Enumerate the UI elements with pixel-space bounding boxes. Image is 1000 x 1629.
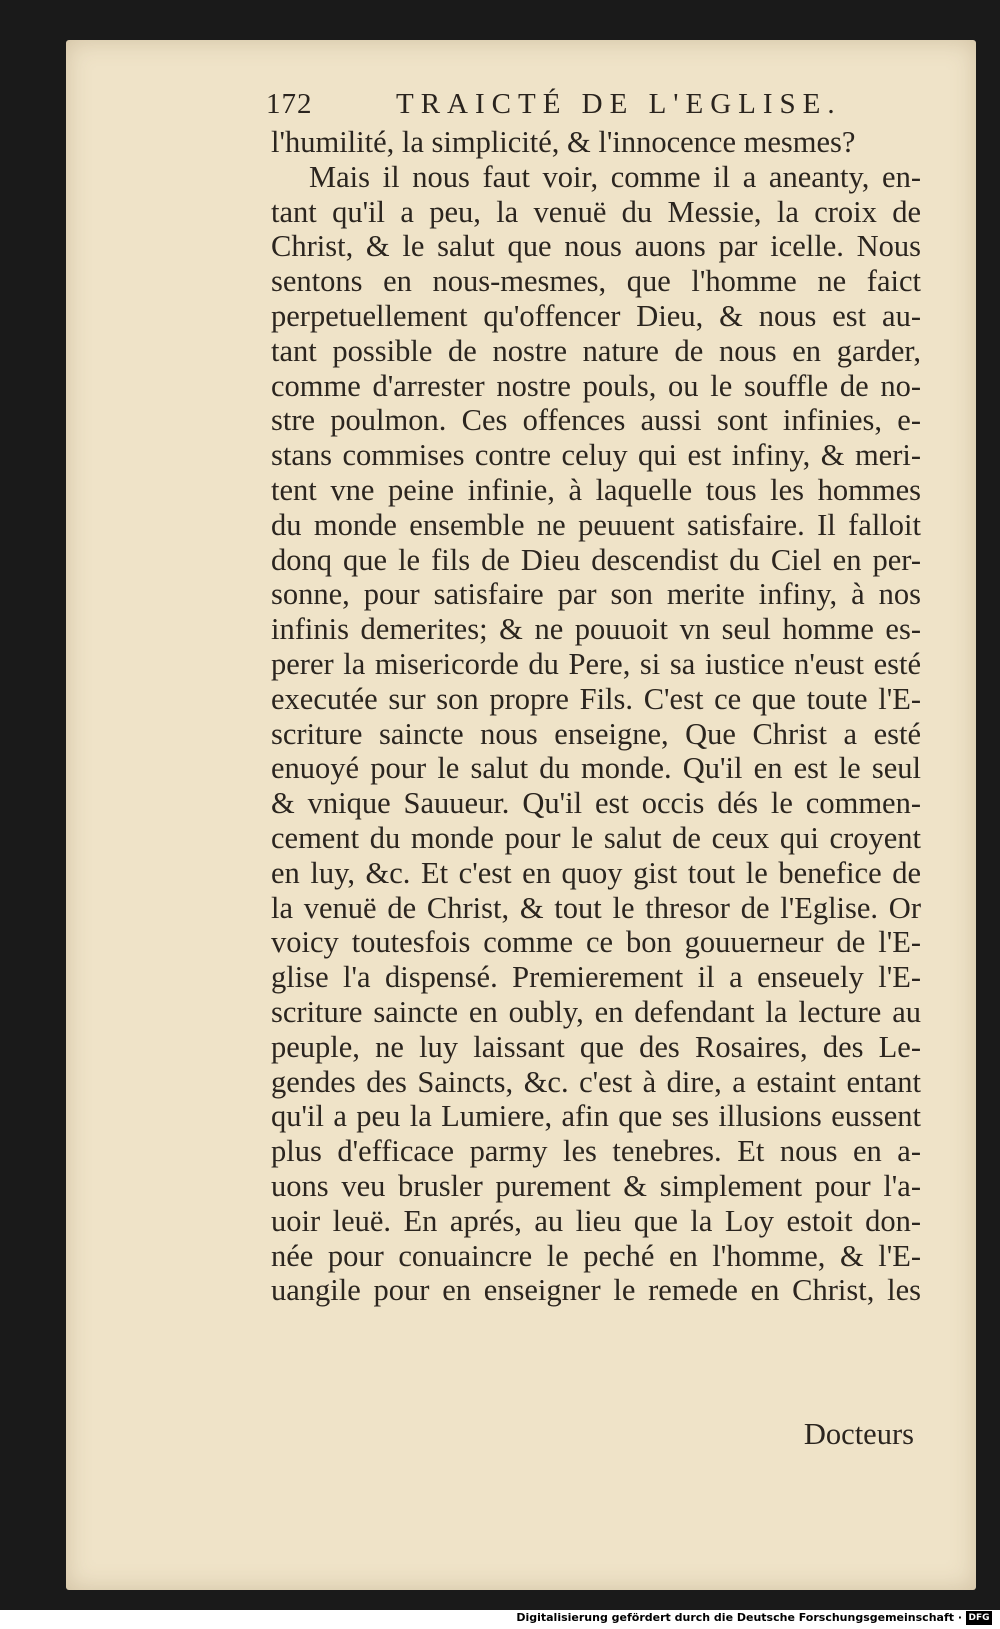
page-header	[266, 88, 926, 122]
footer-credit: Digitalisierung gefördert durch die Deutsche Forschungsgemeinschaft ·	[516, 1611, 962, 1624]
text-line: uangile pour en enseigner le remede en Christ, les	[271, 1273, 921, 1308]
text-line: sonne, pour satisfaire par son merite infiny, à nos	[271, 577, 921, 612]
text-line: & vnique Sauueur. Qu'il est occis dés le commen-	[271, 786, 921, 821]
text-line: donq que le fils de Dieu descendist du Ciel en per-	[271, 542, 921, 577]
running-head: TRAICTÉ DE L'EGLISE.	[396, 88, 842, 120]
text-line: la venuë de Christ, & tout le thresor de l'Eglise. Or	[271, 890, 921, 925]
book-page	[66, 40, 976, 1590]
text-line: stre poulmon. Ces offences aussi sont infinies, e-	[271, 403, 921, 438]
body-text	[271, 125, 921, 1308]
text-line: uoir leuë. En aprés, au lieu que la Loy estoit don-	[271, 1203, 921, 1238]
text-line: tant qu'il a peu, la venuë du Messie, la croix de	[271, 194, 921, 229]
catchword: Docteurs	[803, 1417, 914, 1451]
dfg-logo: DFG	[966, 1611, 992, 1625]
text-line: perer la misericorde du Pere, si sa iustice n'eust esté	[271, 646, 921, 681]
page-number: 172	[266, 88, 313, 120]
text-line: Mais il nous faut voir, comme il a aneanty, en-	[309, 159, 921, 194]
text-line: sentons en nous-mesmes, que l'homme ne faict	[271, 264, 921, 299]
text-line: enuoyé pour le salut du monde. Qu'il en est le seul	[271, 751, 921, 786]
text-line: l'humilité, la simplicité, & l'innocence mesmes?	[271, 125, 856, 159]
text-line: peuple, ne luy laissant que des Rosaires, des Le-	[271, 1029, 921, 1064]
text-line: tant possible de nostre nature de nous en garder,	[271, 333, 921, 368]
text-line: gendes des Saincts, &c. c'est à dire, a estaint entant	[271, 1064, 921, 1099]
text-line: cement du monde pour le salut de ceux qui croyent	[271, 820, 921, 855]
text-line: scriture saincte nous enseigne, Que Christ a esté	[271, 716, 921, 751]
text-line: perpetuellement qu'offencer Dieu, & nous est au-	[271, 298, 921, 333]
text-line: stans commises contre celuy qui est infiny, & meri-	[271, 438, 921, 473]
text-line: scriture saincte en oubly, en defendant la lecture au	[271, 994, 921, 1029]
text-line: Christ, & le salut que nous auons par icelle. Nous	[271, 229, 921, 264]
text-line: du monde ensemble ne peuuent satisfaire. Il falloit	[271, 507, 921, 542]
text-line: plus d'efficace parmy les tenebres. Et nous en a-	[271, 1134, 921, 1169]
text-line: voicy toutesfois comme ce bon gouuerneur de l'E-	[271, 925, 921, 960]
text-line: née pour conuaincre le peché en l'homme, & l'E-	[271, 1238, 921, 1273]
text-line: infinis demerites; & ne pouuoit vn seul homme es-	[271, 612, 921, 647]
text-line: uons veu brusler purement & simplement pour l'a-	[271, 1168, 921, 1203]
text-line: glise l'a dispensé. Premierement il a enseuely l'E-	[271, 960, 921, 995]
text-line: qu'il a peu la Lumiere, afin que ses illusions eussent	[271, 1099, 921, 1134]
text-line: en luy, &c. Et c'est en quoy gist tout le benefice de	[271, 855, 921, 890]
text-line: executée sur son propre Fils. C'est ce que toute l'E-	[271, 681, 921, 716]
page-content	[66, 40, 976, 1590]
text-line: comme d'arrester nostre pouls, ou le souffle de no-	[271, 368, 921, 403]
text-line: tent vne peine infinie, à laquelle tous les hommes	[271, 472, 921, 507]
